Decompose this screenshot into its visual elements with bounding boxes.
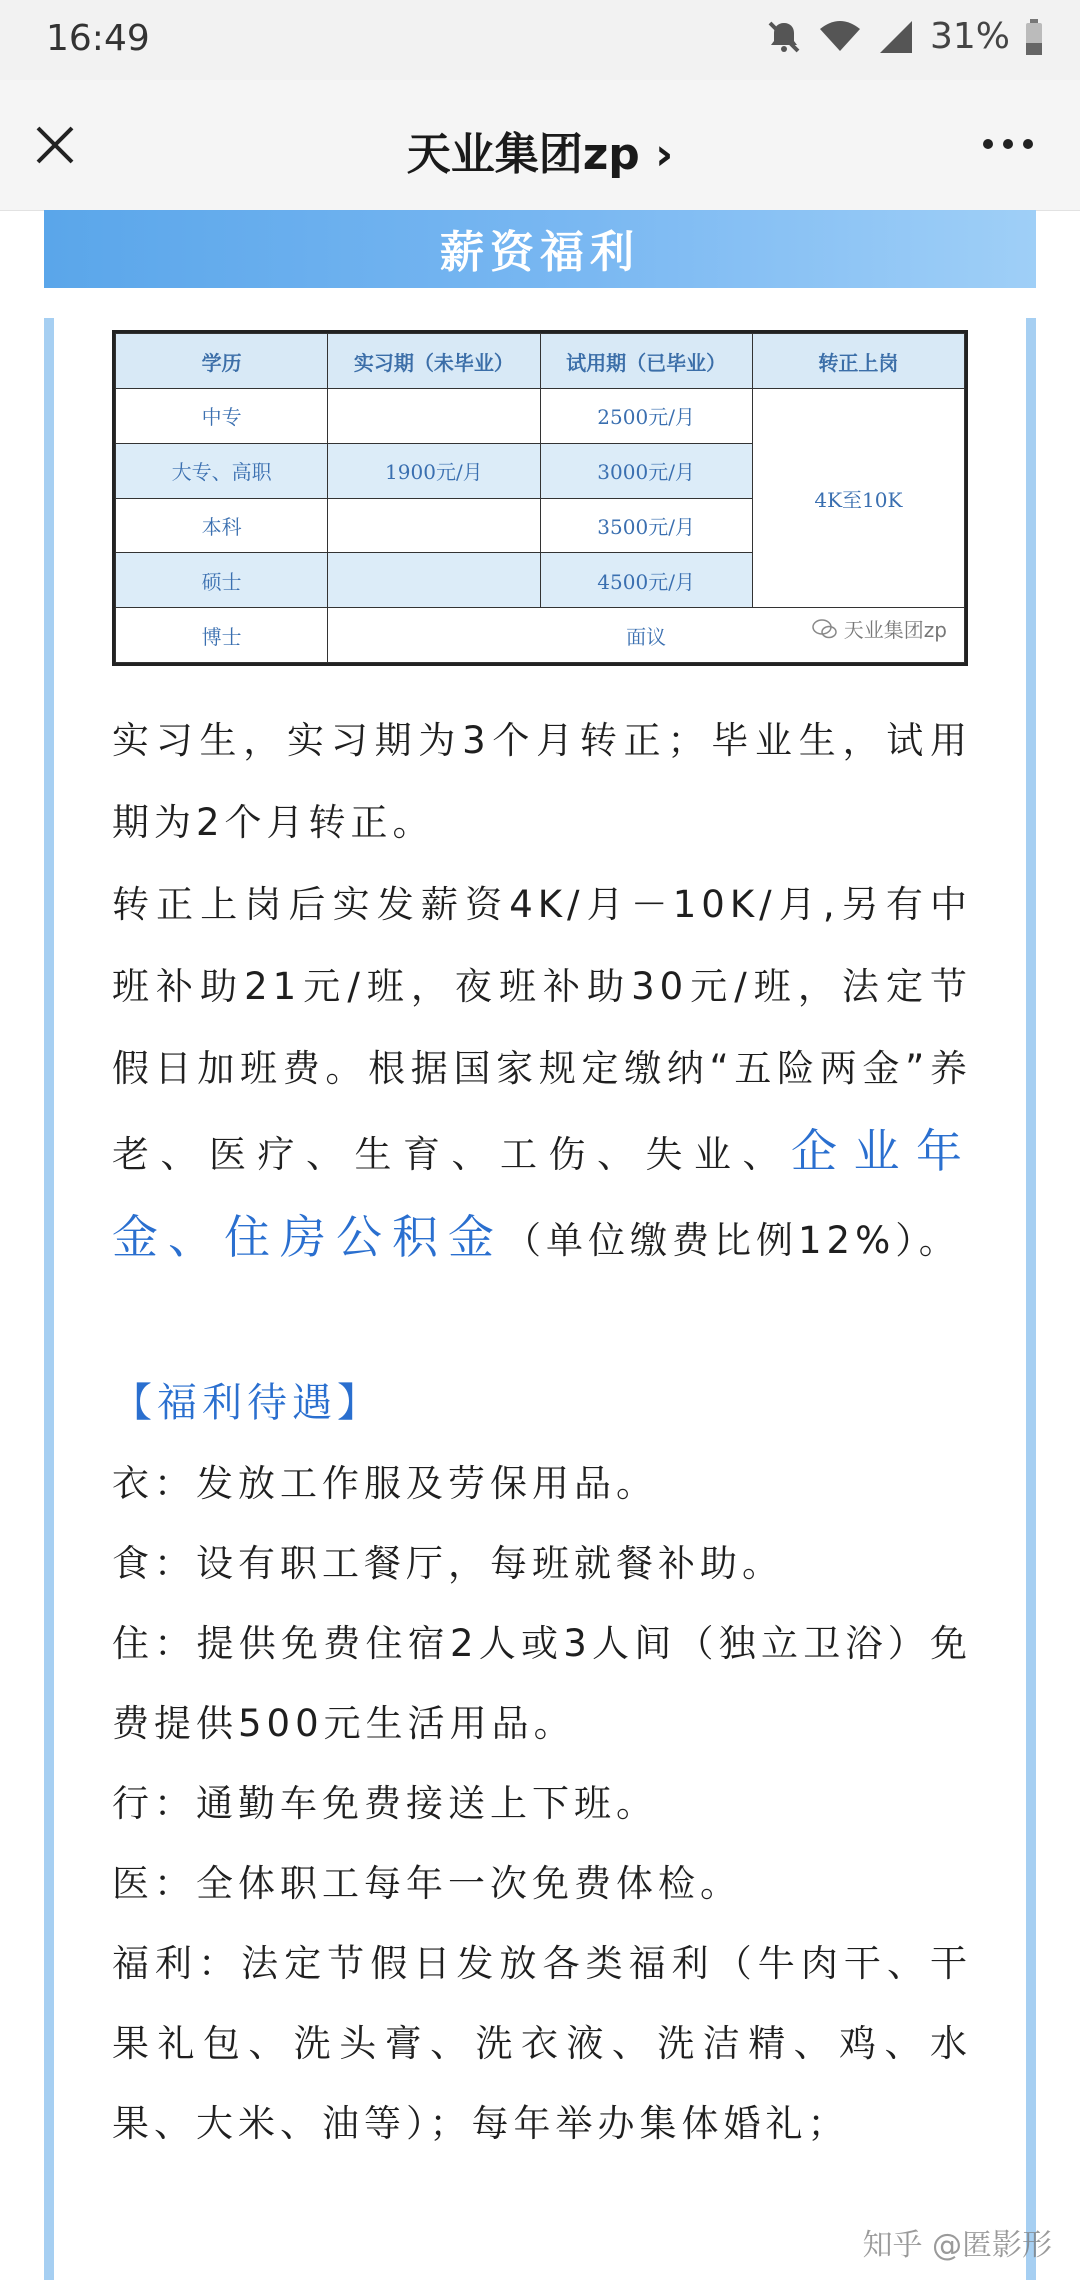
list-item: 行：通勤车免费接送上下班。	[112, 1782, 658, 1825]
wifi-icon	[818, 17, 862, 57]
left-border-decoration	[44, 318, 54, 2280]
table-cell-trial: 3000元/月	[540, 443, 752, 498]
right-border-decoration	[1026, 318, 1036, 2280]
list-item: 医：全体职工每年一次免费体检。	[112, 1862, 742, 1905]
table-cell-negotiable: 面议	[328, 608, 965, 663]
table-cell-edu: 大专、高职	[116, 443, 328, 498]
table-cell-intern	[328, 389, 540, 444]
table-cell-trial: 4500元/月	[540, 553, 752, 608]
welfare-list	[112, 1444, 972, 2164]
paragraph-salary-text: 转正上岗后实发薪资4K/月－10K/月,另有中班补助21元/班，夜班补助30元/班，法定节假日加班费。根据国家规定缴纳“五险两金”养老、医疗、生育、工伤、失业、	[112, 883, 972, 1176]
cellular-signal-icon	[876, 17, 916, 57]
paragraph-salary-tail: （单位缴费比例12%）。	[504, 1219, 961, 1262]
table-header: 试用期（已毕业）	[540, 334, 752, 389]
battery-percent: 31%	[929, 16, 1010, 57]
banner-title: 薪资福利	[440, 227, 640, 278]
list-item: 食：设有职工餐厅，每班就餐补助。	[112, 1542, 784, 1585]
table-header: 转正上岗	[752, 334, 964, 389]
welfare-section-title: 【福利待遇】	[112, 1380, 382, 1426]
table-cell-edu: 博士	[116, 608, 328, 663]
zhihu-watermark: 知乎 @匿影形	[862, 2228, 1052, 2263]
mute-notification-icon	[764, 17, 804, 57]
table-cell-edu: 硕士	[116, 553, 328, 608]
section-banner	[44, 210, 1036, 288]
table-cell-intern	[328, 553, 540, 608]
status-time: 16:49	[46, 18, 150, 59]
salary-table	[112, 330, 968, 666]
more-options-icon[interactable]	[978, 122, 1038, 166]
top-navigation-bar	[0, 80, 1080, 211]
table-cell-trial: 2500元/月	[540, 389, 752, 444]
paragraph-salary	[112, 864, 972, 1282]
list-item: 福利：法定节假日发放各类福利（牛肉干、干果礼包、洗头膏、洗衣液、洗洁精、鸡、水果、大米、油等）；每年举办集体婚礼；	[112, 1942, 972, 2145]
table-cell-intern	[328, 498, 540, 553]
table-row	[116, 389, 965, 444]
status-icons	[764, 16, 1044, 57]
article-body	[112, 700, 972, 2164]
account-title[interactable]	[0, 118, 1080, 182]
table-cell-edu: 中专	[116, 389, 328, 444]
table-watermark-text: 天业集团zp	[843, 618, 947, 642]
highlight-annuity-fund: 企业年金、住房公积金	[112, 1124, 972, 1264]
table-cell-trial: 3500元/月	[540, 498, 752, 553]
paragraph-probation: 实习生，实习期为3个月转正；毕业生，试用期为2个月转正。	[112, 719, 972, 844]
table-header: 学历	[116, 334, 328, 389]
table-cell-intern: 1900元/月	[328, 443, 540, 498]
table-cell-edu: 本科	[116, 498, 328, 553]
list-item: 衣：发放工作服及劳保用品。	[112, 1462, 658, 1505]
chevron-right-icon: ›	[655, 129, 674, 180]
table-cell-regular: 4K至10K	[752, 389, 964, 608]
battery-icon	[1024, 17, 1044, 57]
status-bar	[0, 0, 1080, 80]
table-watermark	[812, 614, 947, 643]
wechat-logo-icon	[812, 618, 838, 640]
account-name: 天业集团zp	[406, 129, 640, 180]
table-header: 实习期（未毕业）	[328, 334, 540, 389]
list-item: 住：提供免费住宿2人或3人间（独立卫浴）免费提供500元生活用品。	[112, 1622, 972, 1745]
